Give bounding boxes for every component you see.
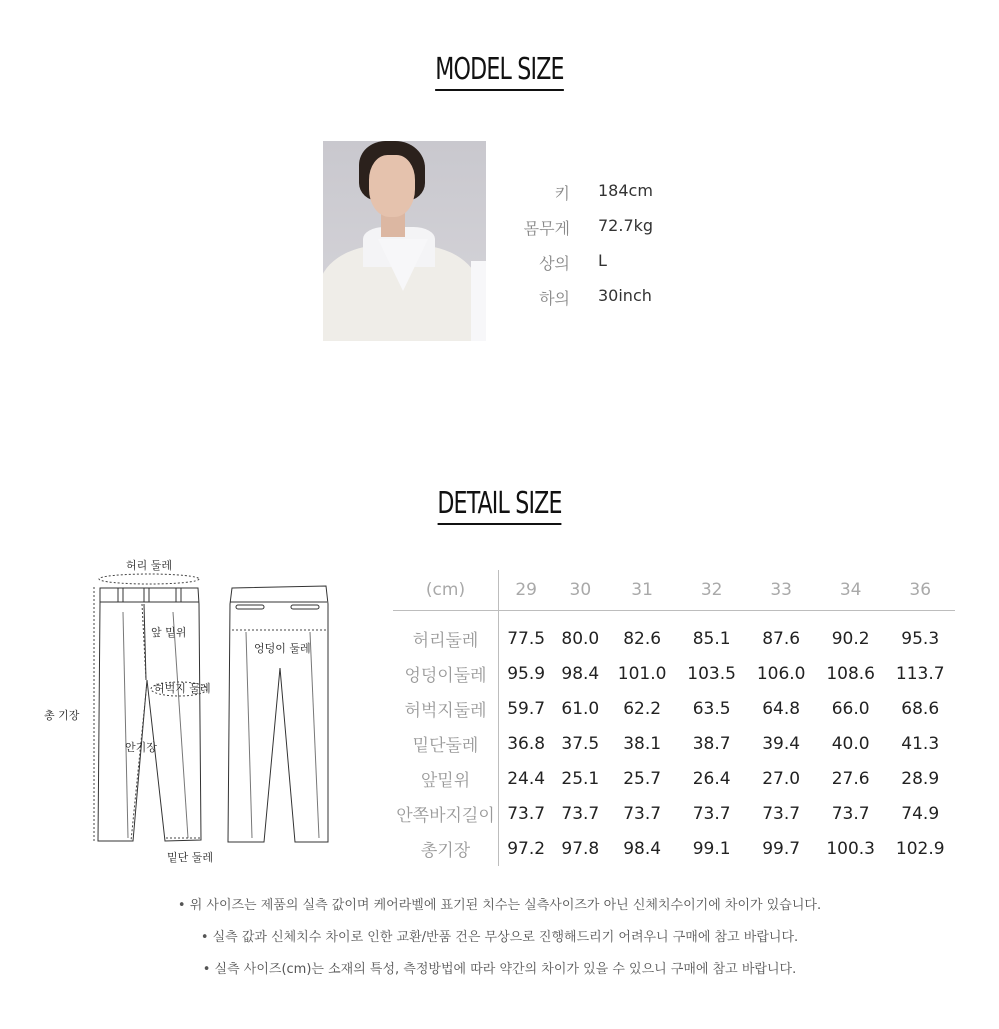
size-header: 36 — [885, 570, 955, 611]
table-cell: 90.2 — [831, 628, 870, 649]
size-header: 29 — [499, 570, 554, 611]
table-cell: 63.5 — [692, 698, 731, 719]
table-row — [393, 611, 955, 657]
model-size-heading — [90, 52, 909, 91]
label-waist: 허리 둘레 — [126, 559, 173, 572]
model-value: 72.7kg — [598, 216, 654, 235]
table-cell: 25.7 — [623, 768, 662, 789]
detail-size-title: DETAIL SIZE — [437, 487, 561, 525]
table-cell: 73.7 — [507, 803, 546, 824]
model-row-top — [500, 248, 700, 283]
size-header: 34 — [816, 570, 886, 611]
table-cell: 108.6 — [826, 663, 875, 684]
model-label: 키 — [554, 184, 570, 203]
table-row — [393, 691, 955, 726]
table-cell: 39.4 — [762, 733, 801, 754]
table-row — [393, 831, 955, 866]
table-cell: 87.6 — [762, 628, 801, 649]
table-cell: 74.9 — [901, 803, 940, 824]
model-info-list — [500, 178, 700, 318]
table-cell: 97.8 — [561, 838, 600, 859]
table-cell: 73.7 — [623, 803, 662, 824]
table-cell: 73.7 — [762, 803, 801, 824]
model-label: 상의 — [539, 254, 570, 273]
table-row — [393, 796, 955, 831]
table-cell: 26.4 — [692, 768, 731, 789]
table-cell: 100.3 — [826, 838, 875, 859]
table-cell: 103.5 — [687, 663, 736, 684]
table-cell: 36.8 — [507, 733, 546, 754]
table-cell: 24.4 — [507, 768, 546, 789]
table-cell: 38.1 — [623, 733, 662, 754]
label-hem: 밑단 둘레 — [167, 851, 214, 864]
table-cell: 80.0 — [561, 628, 600, 649]
size-header: 32 — [677, 570, 747, 611]
label-thigh: 허벅지 둘레 — [154, 682, 211, 695]
table-cell: 41.3 — [901, 733, 940, 754]
note-item: • 실측 사이즈(cm)는 소재의 특성, 측정방법에 따라 약간의 차이가 있을 수 있으니 구매에 참고 바랍니다. — [202, 962, 797, 977]
row-label: 밑단둘레 — [393, 726, 499, 761]
table-cell: 64.8 — [762, 698, 801, 719]
table-cell: 99.1 — [692, 838, 731, 859]
row-label: 앞밑위 — [393, 761, 499, 796]
model-value: L — [598, 251, 607, 270]
table-cell: 27.6 — [831, 768, 870, 789]
table-cell: 38.7 — [692, 733, 731, 754]
table-cell: 28.9 — [901, 768, 940, 789]
label-inseam: 안기장 — [125, 741, 157, 754]
table-cell: 62.2 — [623, 698, 662, 719]
table-cell: 73.7 — [561, 803, 600, 824]
table-cell: 98.4 — [623, 838, 662, 859]
label-total-length: 총 기장 — [44, 709, 80, 722]
pants-measurement-diagram — [36, 552, 356, 872]
model-row-weight — [500, 213, 700, 248]
table-row — [393, 761, 955, 796]
table-cell: 68.6 — [901, 698, 940, 719]
table-cell: 95.3 — [901, 628, 940, 649]
table-cell: 66.0 — [831, 698, 870, 719]
pants-illustration — [36, 552, 356, 872]
model-row-bottom — [500, 283, 700, 318]
table-cell: 85.1 — [692, 628, 731, 649]
model-value: 184cm — [598, 181, 653, 200]
model-label: 하의 — [539, 289, 570, 308]
label-hip: 엉덩이 둘레 — [254, 642, 311, 655]
row-label: 허리둘레 — [393, 611, 499, 657]
table-row — [393, 726, 955, 761]
size-header: 30 — [553, 570, 607, 611]
model-row-height — [500, 178, 700, 213]
note-item: • 실측 값과 신체치수 차이로 인한 교환/반품 건은 무상으로 진행해드리기 어려우니 구매에 참고 바랍니다. — [200, 930, 799, 945]
table-cell: 106.0 — [756, 663, 806, 684]
table-cell: 113.7 — [895, 663, 945, 684]
table-cell: 77.5 — [507, 628, 546, 649]
size-header: 31 — [607, 570, 677, 611]
table-cell: 40.0 — [831, 733, 870, 754]
table-cell: 97.2 — [507, 838, 546, 859]
label-front-rise: 앞 밑위 — [151, 626, 187, 639]
table-cell: 95.9 — [507, 663, 546, 684]
table-cell: 73.7 — [831, 803, 870, 824]
table-cell: 73.7 — [692, 803, 731, 824]
table-row — [393, 656, 955, 691]
table-cell: 82.6 — [623, 628, 662, 649]
size-notes — [0, 895, 999, 991]
detail-size-heading — [90, 486, 909, 525]
size-header: 33 — [746, 570, 816, 611]
model-label: 몸무게 — [523, 219, 570, 238]
table-cell: 25.1 — [561, 768, 600, 789]
table-cell: 98.4 — [561, 663, 600, 684]
table-cell: 102.9 — [895, 838, 945, 859]
row-label: 허벅지둘레 — [393, 691, 499, 726]
size-table — [393, 570, 955, 866]
table-cell: 59.7 — [507, 698, 546, 719]
row-label: 엉덩이둘레 — [393, 656, 499, 691]
unit-label: (cm) — [393, 570, 499, 611]
table-cell: 37.5 — [561, 733, 600, 754]
model-photo — [323, 141, 486, 341]
table-cell: 61.0 — [561, 698, 600, 719]
model-value: 30inch — [598, 286, 652, 305]
row-label: 총기장 — [393, 831, 499, 866]
row-label: 안쪽바지길이 — [393, 796, 499, 831]
table-cell: 101.0 — [617, 663, 667, 684]
table-cell: 27.0 — [762, 768, 801, 789]
table-cell: 99.7 — [762, 838, 801, 859]
model-size-title: MODEL SIZE — [435, 53, 563, 91]
size-table-header — [393, 570, 955, 611]
note-item: • 위 사이즈는 제품의 실측 값이며 케어라벨에 표기된 치수는 실측사이즈가 아닌 신체치수이기에 차이가 있습니다. — [177, 898, 822, 913]
